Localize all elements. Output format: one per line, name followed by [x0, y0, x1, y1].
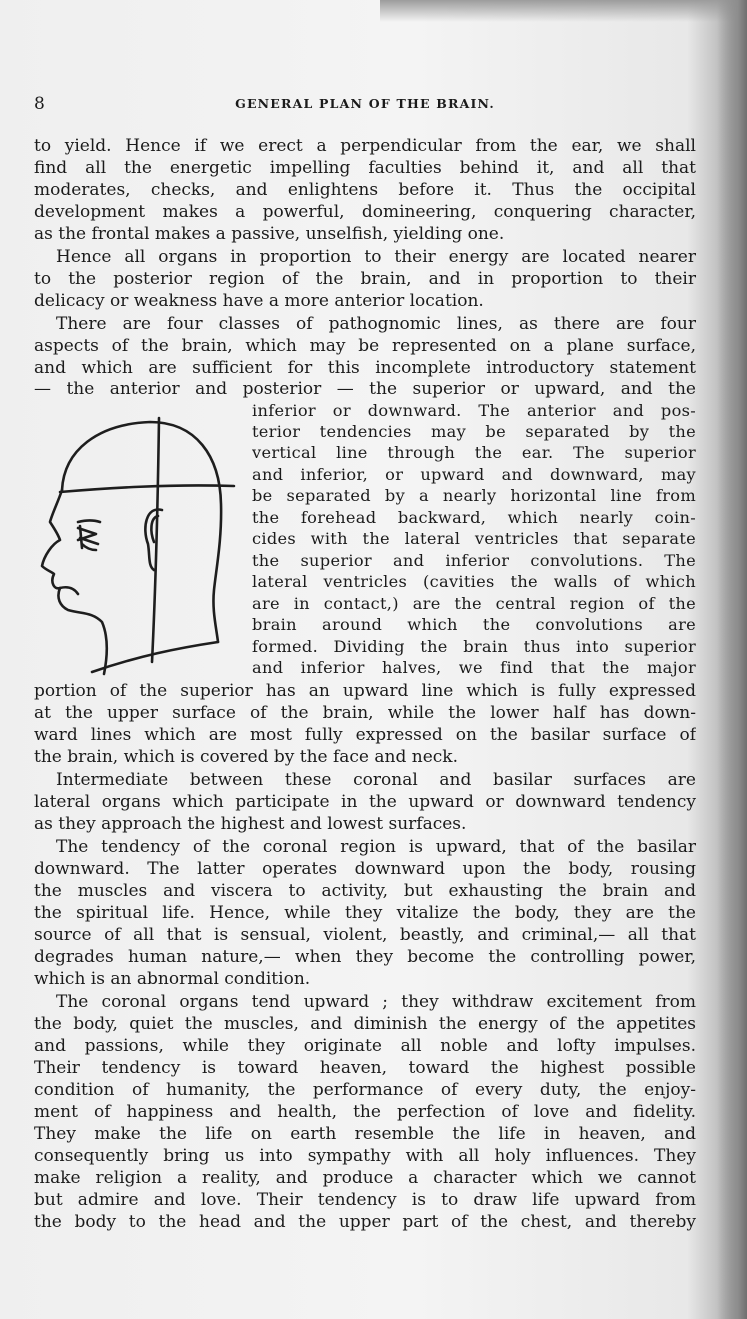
text-line: delicacy or weakness have a more anterior location. — [34, 291, 484, 311]
text-line: ward lines which are most fully expressed on the basilar surface of — [34, 725, 696, 745]
text-line: portion of the superior has an upward line which is fully expressed — [34, 681, 696, 701]
text-line: The tendency of the coronal region is upward, that of the basilar — [56, 837, 696, 857]
text-line: formed. Dividing the brain thus into superior — [252, 637, 696, 656]
text-line: the brain, which is covered by the face and neck. — [34, 747, 459, 767]
text-line: the body, quiet the muscles, and diminish the energy of the appetites — [34, 1014, 696, 1034]
text-line: the forehead backward, which nearly coin- — [252, 508, 696, 527]
text-line: as the frontal makes a passive, unselfish, yielding one. — [34, 224, 505, 244]
text-line: vertical line through the ear. The superior — [252, 443, 696, 462]
text-line: are in contact,) are the central region of the — [252, 594, 696, 613]
text-line: which is an abnormal condition. — [34, 969, 311, 989]
text-line: lateral ventricles (cavities the walls of which — [252, 572, 696, 591]
text-line: and inferior halves, we find that the major — [252, 658, 696, 677]
page-number: 8 — [34, 94, 45, 114]
text-line: degrades human nature,— when they become the controlling power, — [34, 947, 696, 967]
text-line: but admire and love. Their tendency is to draw life upward from — [34, 1190, 696, 1210]
text-line: and inferior, or upward and downward, may — [252, 465, 696, 484]
text-line: be separated by a nearly horizontal line from — [252, 486, 696, 505]
text-line: Hence all organs in proportion to their energy are located nearer — [56, 247, 696, 267]
text-line: source of all that is sensual, violent, beastly, and criminal,— all that — [34, 925, 696, 945]
text-line: the superior and inferior convolutions. The — [252, 551, 696, 570]
scan-shadow — [380, 0, 747, 22]
page-header — [34, 94, 696, 116]
text-line: the spiritual life. Hence, while they vitalize the body, they are the — [34, 903, 696, 923]
text-line: lateral organs which participate in the upward or downward tendency — [34, 792, 696, 812]
text-line: Intermediate between these coronal and basilar surfaces are — [56, 770, 696, 790]
text-line: the muscles and viscera to activity, but exhausting the brain and — [34, 881, 696, 901]
text-line: find all the energetic impelling faculties behind it, and all that — [34, 158, 696, 178]
text-line: terior tendencies may be separated by the — [252, 422, 696, 441]
text-line: and which are sufficient for this incomplete introductory statement — [34, 358, 696, 378]
text-line: — the anterior and posterior — the superior or upward, and the — [34, 379, 696, 399]
text-line: downward. The latter operates downward upon the body, rousing — [34, 859, 696, 879]
text-line: development makes a powerful, domineering, conquering character, — [34, 202, 696, 222]
page-edge-shadow — [717, 0, 747, 1319]
text-line: inferior or downward. The anterior and pos- — [252, 401, 696, 420]
text-line: at the upper surface of the brain, while the lower half has down- — [34, 703, 696, 723]
head-profile-diagram-icon — [38, 410, 243, 680]
text-line: moderates, checks, and enlightens before it. Thus the occipital — [34, 180, 696, 200]
text-line: to yield. Hence if we erect a perpendicular from the ear, we shall — [34, 136, 696, 156]
text-line: consequently bring us into sympathy with all holy influences. They — [34, 1146, 696, 1166]
text-line: as they approach the highest and lowest surfaces. — [34, 814, 467, 834]
text-line: Their tendency is toward heaven, toward the highest possible — [34, 1058, 696, 1078]
text-line: There are four classes of pathognomic lines, as there are four — [56, 314, 696, 334]
text-line: aspects of the brain, which may be represented on a plane surface, — [34, 336, 696, 356]
text-line: brain around which the convolutions are — [252, 615, 696, 634]
text-line: condition of humanity, the performance of every duty, the enjoy- — [34, 1080, 696, 1100]
text-line: The coronal organs tend upward ; they withdraw excitement from — [56, 992, 696, 1012]
text-line: They make the life on earth resemble the life in heaven, and — [34, 1124, 696, 1144]
text-line: cides with the lateral ventricles that separate — [252, 529, 696, 548]
text-line: the body to the head and the upper part of the chest, and thereby — [34, 1212, 696, 1232]
text-line: ment of happiness and health, the perfection of love and fidelity. — [34, 1102, 696, 1122]
running-title: GENERAL PLAN OF THE BRAIN. — [235, 96, 495, 111]
text-line: make religion a reality, and produce a character which we cannot — [34, 1168, 696, 1188]
text-line: to the posterior region of the brain, and in proportion to their — [34, 269, 696, 289]
text-line: and passions, while they originate all noble and lofty impulses. — [34, 1036, 696, 1056]
